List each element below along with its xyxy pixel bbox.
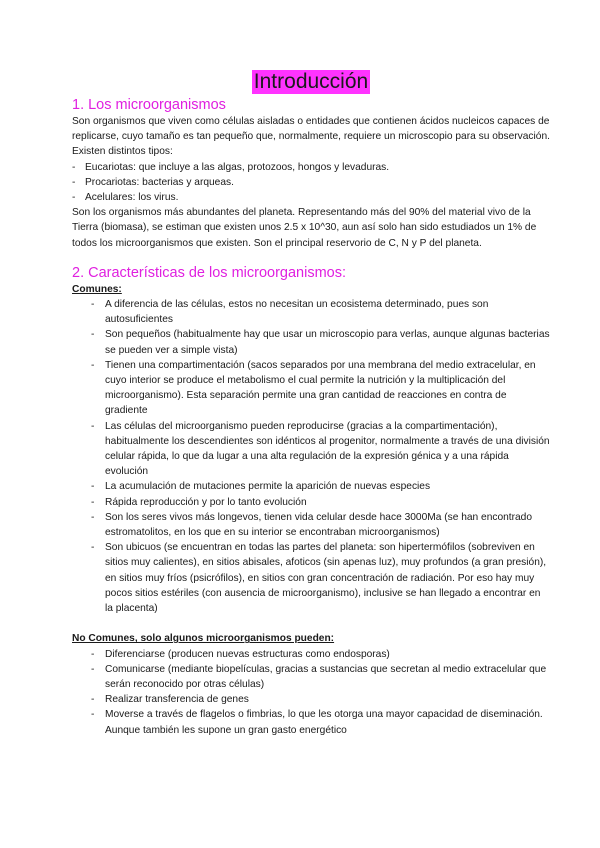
list-item: - Comunicarse (mediante biopelículas, gracias a sustancias que secretan al medio extracelular que serán reconocido por otras células) xyxy=(72,662,550,692)
section2-heading: 2. Características de los microorganismos: xyxy=(72,264,346,281)
list-item: - Eucariotas: que incluye a las algas, protozoos, hongos y levaduras. xyxy=(72,160,550,175)
list-item: - La acumulación de mutaciones permite la aparición de nuevas especies xyxy=(72,479,550,494)
types-list xyxy=(72,160,550,206)
list-item: - Diferenciarse (producen nuevas estructuras como endosporas) xyxy=(72,647,550,662)
list-item: - A diferencia de las células, estos no necesitan un ecosistema determinado, pues son autosuficientes xyxy=(72,297,550,327)
list-item: - Procariotas: bacterias y arqueas. xyxy=(72,175,550,190)
common-label: Comunes: xyxy=(72,283,122,295)
list-item: - Realizar transferencia de genes xyxy=(72,692,550,707)
list-item: - Acelulares: los virus. xyxy=(72,190,550,205)
common-list xyxy=(72,297,550,616)
types-intro: Existen distintos tipos: xyxy=(72,146,173,158)
list-item: - Son ubicuos (se encuentran en todas las partes del planeta: son hipertermófilos (sobreviven en sitios muy calientes), en sitios abisales, afoticos (sin apenas luz), muy profundos (a gran presión), en sitios muy fríos (psicrófilos), en sitios con gran concentración de radiación. Por eso hay muy pocos sitios estériles (con ausencia de microorganismo), inclusive se han llegado a encontrar en la placenta) xyxy=(72,540,550,616)
uncommon-list xyxy=(72,647,550,738)
list-item: - Son los seres vivos más longevos, tienen vida celular desde hace 3000Ma (se han encontrado estromatolitos, en los que en su interior se encontraban microorganismos) xyxy=(72,510,550,540)
page-title: Introducción xyxy=(253,70,369,93)
list-item: - Las células del microorganismo pueden reproducirse (gracias a la compartimentación), habitualmente los descendientes son idénticos al progenitor, normalmente a través de una división celular rápida, lo que da lugar a una alta regulación de la expresión génica y a una rápida evolución xyxy=(72,419,550,480)
section1-para1: Son organismos que viven como células aisladas o entidades que contienen ácidos nucleicos capaces de replicarse, cuyo tamaño es tan pequeño que, normalmente, requiere un microscopio para su observación. xyxy=(72,116,550,143)
title-wrap xyxy=(72,70,550,94)
list-item: - Son pequeños (habitualmente hay que usar un microscopio para verlas, aunque algunas bacterias se pueden ver a simple vista) xyxy=(72,327,550,357)
list-item: - Tienen una compartimentación (sacos separados por una membrana del medio extracelular, en cuyo interior se produce el metabolismo el cual permite la nutrición y la multiplicación del microorganismo). Esta separación permite una gran cantidad de reacciones en contra de gradiente xyxy=(72,358,550,419)
list-item: - Moverse a través de flagelos o fimbrias, lo que les otorga una mayor capacidad de diseminación. Aunque también les supone un gran gasto energético xyxy=(72,707,550,737)
section1-heading: 1. Los microorganismos xyxy=(72,97,226,113)
section1-para2: Son los organismos más abundantes del planeta. Representando más del 90% del material vivo de la Tierra (biomasa), se estiman que existen unos 2.5 x 10^30, aun así solo han sido estudiados un 1% de todos los microorganismos que existen. Son el principal reservorio de C, N y P del planeta. xyxy=(72,207,537,249)
list-item: - Rápida reproducción y por lo tanto evolución xyxy=(72,495,550,510)
uncommon-label: No Comunes, solo algunos microorganismos pueden: xyxy=(72,633,335,645)
